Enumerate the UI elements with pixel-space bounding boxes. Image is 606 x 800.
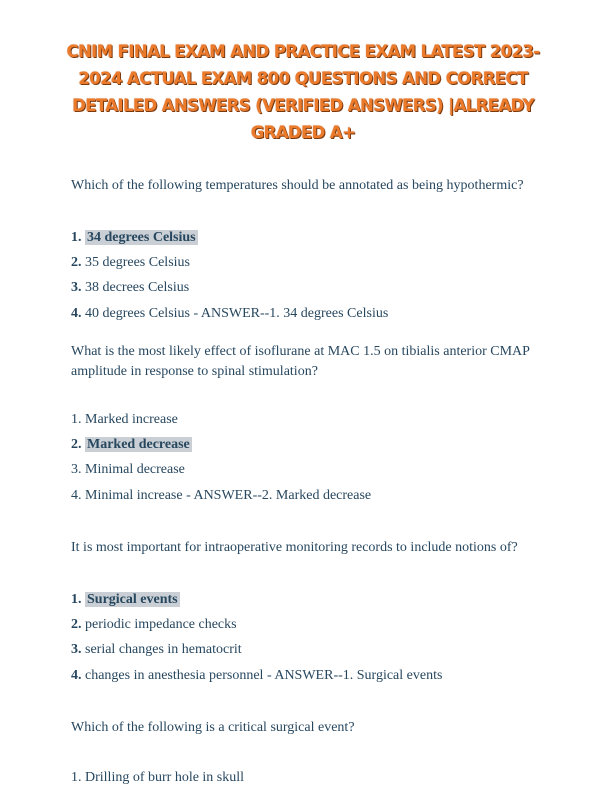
option-number: 3. [71,642,82,657]
option-number: 3. [71,462,82,477]
question-3-option-4 [71,666,442,686]
option-text: Marked increase [85,412,178,427]
question-1-option-1 [71,228,198,248]
title-line-3: DETAILED ANSWERS (VERIFIED ANSWERS) |ALREADY [72,96,534,115]
question-3-option-2 [71,615,237,635]
option-text: changes in anesthesia personnel - ANSWER--1. Surgical events [85,668,443,683]
question-1-text: Which of the following temperatures should be annotated as being hypothermic? [71,178,524,193]
question-2-option-2 [71,435,192,455]
option-text: Minimal increase - ANSWER--2. Marked decrease [85,488,372,503]
option-number: 1. [71,592,82,607]
question-1-option-4 [71,304,388,324]
option-number: 3. [71,280,82,295]
option-number: 2. [71,617,82,632]
highlighted-answer: Surgical events [87,592,178,607]
document-title [30,38,576,146]
question-2-option-4 [71,486,371,506]
option-number: 2. [71,437,82,452]
option-text: Minimal decrease [85,462,185,477]
question-3-option-1 [71,590,180,610]
option-text: 40 degrees Celsius - ANSWER--1. 34 degrees Celsius [85,306,389,321]
question-1-option-2 [71,253,190,273]
question-3-option-3 [71,640,242,660]
title-line-1: CNIM FINAL EXAM AND PRACTICE EXAM LATEST 2023- [66,42,540,61]
option-text: serial changes in hematocrit [85,642,242,657]
option-number: 1. [71,412,82,427]
option-number: 4. [71,668,82,683]
option-number: 4. [71,306,82,321]
question-2-option-1 [71,410,178,430]
question-2-text: What is the most likely effect of isoflurane at MAC 1.5 on tibialis anterior CMAP amplitude in response to spinal stimulation? [71,344,530,379]
option-text: 35 degrees Celsius [85,255,190,270]
question-3-text: It is most important for intraoperative monitoring records to include notions of? [71,540,518,555]
question-2-option-3 [71,460,185,480]
option-number: 4. [71,488,82,503]
option-text: Drilling of burr hole in skull [85,770,245,785]
option-text: 38 decrees Celsius [85,280,190,295]
option-number: 2. [71,255,82,270]
title-line-4: GRADED A+ [250,123,356,142]
question-1-option-3 [71,278,189,298]
highlighted-answer: Marked decrease [87,437,190,452]
question-4-text: Which of the following is a critical surgical event? [71,720,355,735]
highlighted-answer: 34 degrees Celsius [87,230,196,245]
option-number: 1. [71,230,82,245]
title-line-2: 2024 ACTUAL EXAM 800 QUESTIONS AND CORRECT [78,69,528,88]
question-4-option-1 [71,768,244,788]
option-number: 1. [71,770,82,785]
option-text: periodic impedance checks [85,617,237,632]
